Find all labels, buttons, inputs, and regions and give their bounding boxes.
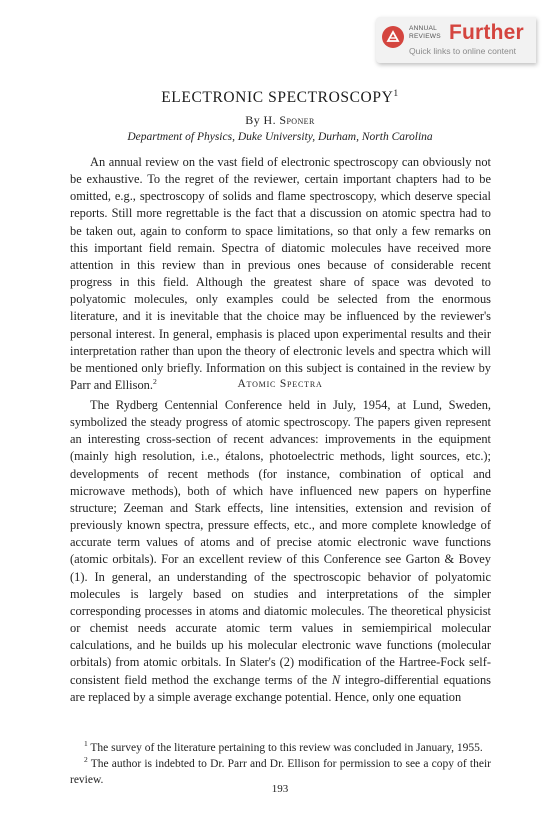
intro-paragraph [70,154,491,394]
badge-subtitle[interactable]: Quick links to online content [409,46,517,56]
badge-annual-label: ANNUAL [409,25,437,32]
badge-further-label[interactable]: Further [449,21,524,44]
footnote-1-number: 1 [84,739,88,749]
footnote-1 [70,740,491,756]
section-heading-atomic-spectra: Atomic Spectra [237,378,323,390]
footnote-ref-2[interactable]: 2 [152,376,157,386]
intro-paragraph-text: An annual review on the vast field of electronic spectroscopy can obviously not be exhaustive. To the regret of the reviewer, certain important chapters had to be omitted, e.g., spectroscopy of solids and flame spectroscopy, which deserve special reports. Still more regrettable is the fact that a discussion on atomic spectra had to be taken out, again to conform to space limitations, so that only a few remarks on this important field remain. Spectra of diatomic molecules have received more attention in this review than in previous ones because of considerable recent progress in this field. Although the greatest share of space was devoted to polyatomic molecules, only examples could be selected from the enormous literature, and it is inevitable that the choice may be influenced by the reviewer's personal interest. In general, emphasis is placed upon experimental results and their interpretation rather than upon the theory of electronic levels and spectra which will be mentioned only briefly. Information on this subject is contained in the review by Parr and Ellison. [70,155,491,393]
author-prefix: By H. [245,113,276,127]
footnotes [70,740,491,788]
annual-reviews-logo-icon [382,26,404,48]
further-badge[interactable] [376,17,536,63]
atomic-spectra-text-a: The Rydberg Centennial Conference held in July, 1954, at Lund, Sweden, symbolized the steady progress of atomic spectroscopy. The papers given represent an interesting cross-section of recent advances: improvements in the equipment (mainly high resolution, i.e., étalons, photoelectric methods, light sources, etc.); developments of recent methods (for instance, combination of optical and microwave methods), both of which have influenced new papers on hyperfine structure; Zeeman and Stark effects, line intensities, extension and revision of previously known spectra, pressure effects, etc., and more complete knowledge of accurate term values of atoms and of precise atomic electronic wave functions (atomic orbitals). For an excellent review of this Conference see Garton & Bovey (1). In general, an understanding of the spectroscopic behavior of polyatomic molecules is largely based on studies and interpretations of the simpler corresponding processes in atoms and diatomic molecules. The theoretical physicist or chemist needs accurate atomic term values in semiempirical molecular calculations, and he builds up his molecular electronic wave functions (molecular orbitals) from atomic orbitals. In Slater's (2) modification of the Hartree-Fock self-consistent field method the exchange terms of the [70,398,491,687]
affiliation: Department of Physics, Duke University, Durham, North Carolina [127,131,433,143]
article-title-text: ELECTRONIC SPECTROSCOPY [161,89,394,106]
badge-reviews-label: REVIEWS [409,32,441,40]
footnote-2-number: 2 [84,755,88,765]
atomic-spectra-italic-n: N [331,672,341,687]
page-number: 193 [271,783,289,795]
author-name: Sponer [279,113,315,127]
title-footnote-ref[interactable]: 1 [393,87,399,99]
article-title [0,89,560,107]
footnote-2-text: The author is indebted to Dr. Parr and Dr. Ellison for permission to see a copy of their review. [70,758,491,786]
footnote-1-text: The survey of the literature pertaining to this review was concluded in January, 1955. [87,742,483,754]
atomic-spectra-paragraph [70,397,491,706]
atomic-spectra-text-b: integro-differential equations are replaced by a simple average exchange potential. Hence, only one equation [70,672,491,704]
author-line [0,113,560,128]
badge-brand-text [409,25,441,40]
